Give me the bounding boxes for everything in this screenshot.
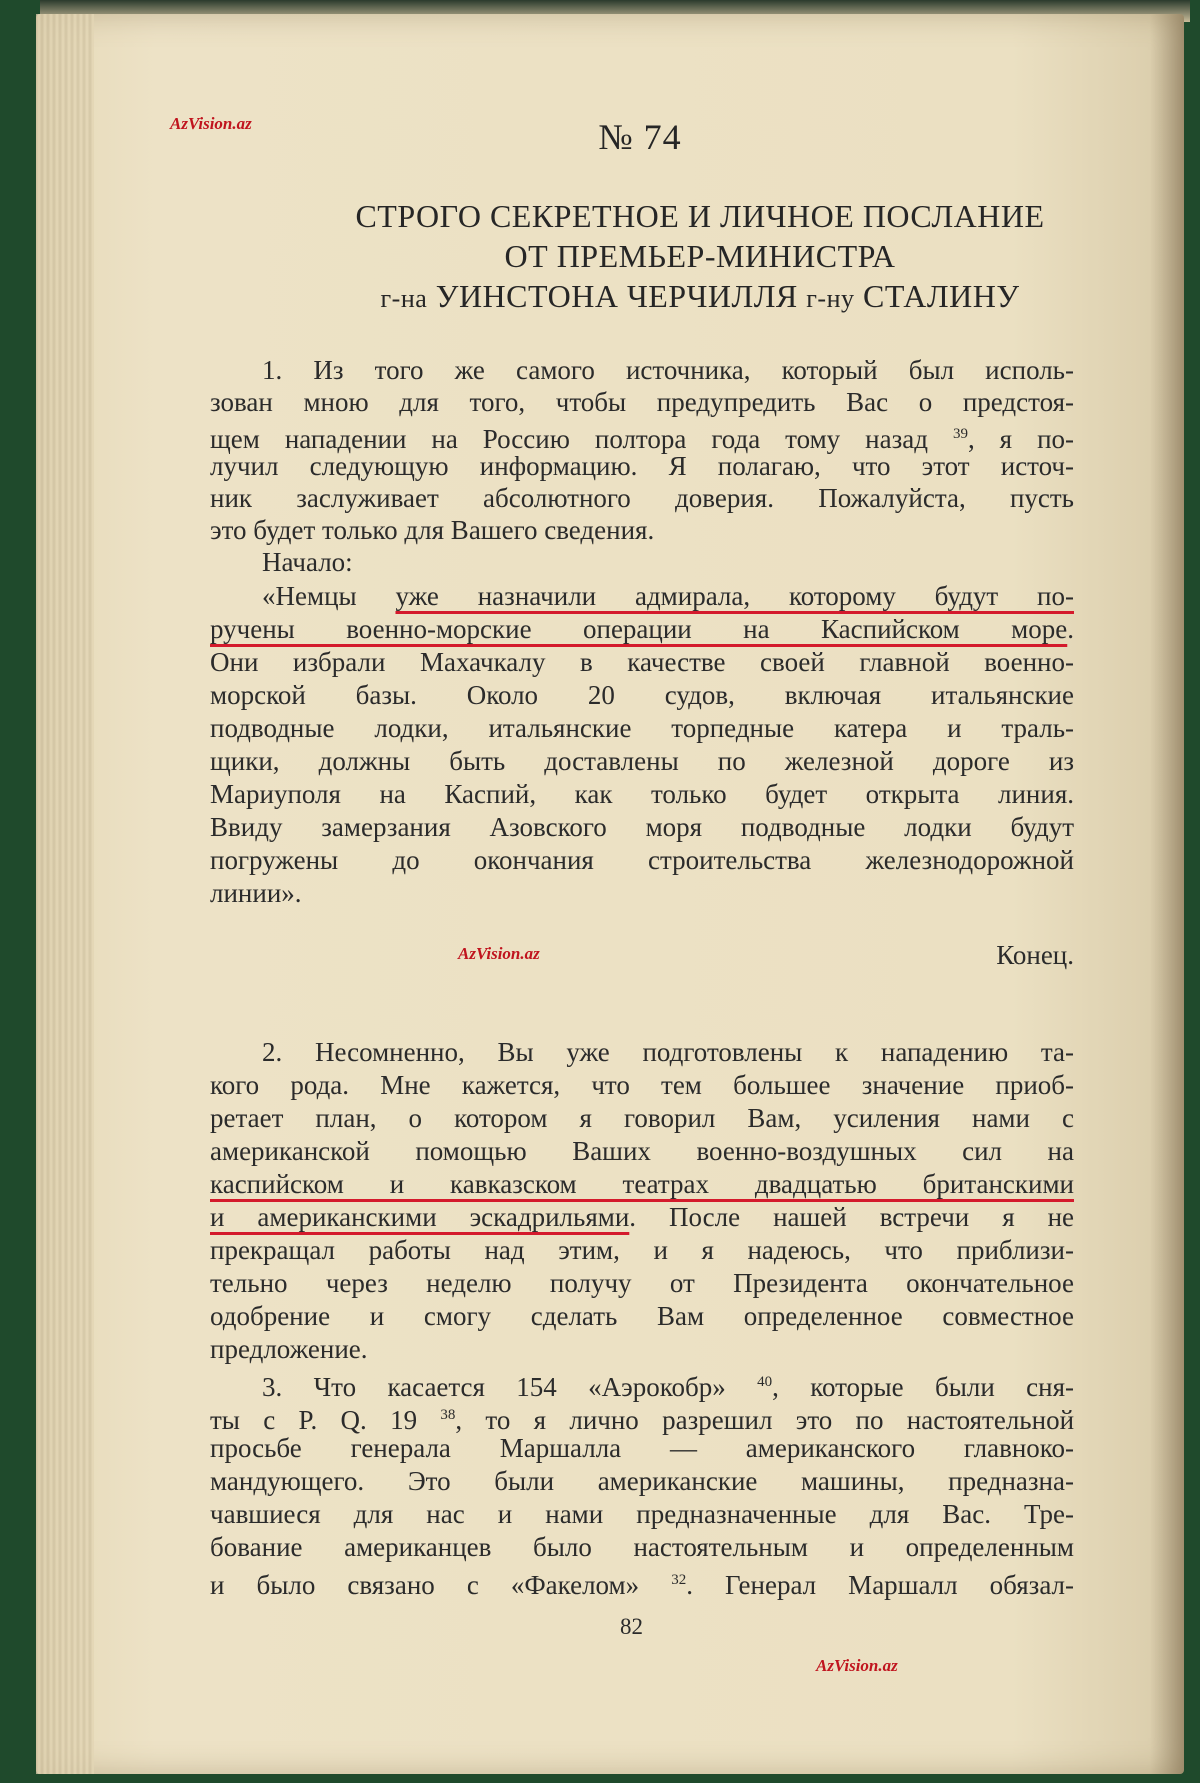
quote-line: морской базы. Около 20 судов, включая итальянские	[210, 680, 1074, 710]
footnote-ref: 39	[952, 426, 968, 442]
text-line: американской помощью Ваших военно-воздушных сил на	[210, 1136, 1074, 1166]
text-line: ник заслуживает абсолютного доверия. Пожалуйста, пусть	[210, 483, 1074, 513]
text-line	[210, 1168, 1074, 1200]
text-line: лучил следующую информацию. Я полагаю, что этот источ-	[210, 451, 1074, 481]
quote-line: линии».	[210, 878, 302, 908]
text-line: и американскими эскадрильями. После нашей встречи я не	[210, 1202, 1074, 1232]
text-line: зован мною для того, чтобы предупредить Вас о предстоя-	[210, 387, 1074, 417]
quote-line: ручены военно-морские операции на Каспийском море.	[210, 614, 1074, 644]
title-mid: г-ну	[806, 284, 855, 313]
title-line-1: СТРОГО СЕКРЕТНОЕ И ЛИЧНОЕ ПОСЛАНИЕ	[355, 198, 1045, 234]
text-line: прекращал работы над этим, и я надеюсь, что приблизи-	[210, 1235, 1074, 1265]
quote-line: Ввиду замерзания Азовского моря подводные лодки будут	[210, 812, 1074, 842]
watermark-top: AzVision.az	[170, 114, 252, 133]
underlined-text: и американскими эскадрильями	[210, 1202, 630, 1232]
page-number: 82	[620, 1614, 643, 1639]
text-line: чавшиеся для нас и нами предназначенные для Вас. Тре-	[210, 1499, 1074, 1529]
quote-line: Они избрали Махачкалу в качестве своей главной военно-	[210, 647, 1074, 677]
title-sender: УИНСТОНА ЧЕРЧИЛЛЯ	[435, 278, 798, 314]
underlined-text: ручены военно-морские операции на Каспийском море	[210, 614, 1068, 644]
document-number: № 74	[598, 117, 682, 157]
text-line: тельно через неделю получу от Президента окончательное	[210, 1268, 1074, 1298]
quote-line: погружены до окончания строительства железнодорожной	[210, 845, 1074, 875]
text-line: кого рода. Мне кажется, что тем большее значение приоб-	[210, 1070, 1074, 1100]
title-line-3	[160, 278, 1200, 315]
footnote-ref: 40	[757, 1374, 773, 1390]
text-line: просьбе генерала Маршалла — американского главноко-	[210, 1433, 1074, 1463]
underlined-text: уже назначили адмирала, которому будут по-	[395, 581, 1074, 611]
quote-line: подводные лодки, итальянские торпедные катера и траль-	[210, 713, 1074, 743]
quote-line: Мариуполя на Каспий, как только будет открыта линия.	[210, 779, 1074, 809]
title-recipient: СТАЛИНУ	[863, 278, 1020, 314]
watermark-middle: AzVision.az	[458, 944, 540, 963]
title-prefix: г-на	[380, 284, 428, 313]
quote-line: «Немцы уже назначили адмирала, которому будут по-	[262, 581, 1074, 611]
end-marker: Конец.	[996, 940, 1074, 970]
footnote-ref: 38	[440, 1407, 456, 1423]
title-line-2: ОТ ПРЕМЬЕР-МИНИСТРА	[504, 238, 896, 274]
page-stack-edge	[36, 14, 94, 1774]
text-line: 2. Несомненно, Вы уже подготовлены к нападению та-	[262, 1037, 1074, 1067]
text-line: ретает план, о котором я говорил Вам, усиления нами с	[210, 1103, 1074, 1133]
text-line: это будет только для Вашего сведения.	[210, 515, 655, 545]
text-line: Начало:	[262, 547, 353, 577]
text-line: мандующего. Это были американские машины, предназна-	[210, 1466, 1074, 1496]
text-line: бование американцев было настоятельным и определенным	[210, 1532, 1074, 1562]
text-line: 1. Из того же самого источника, который был исполь-	[262, 355, 1074, 385]
watermark-bottom: AzVision.az	[816, 1656, 898, 1675]
text-line: одобрение и смогу сделать Вам определенное совместное	[210, 1301, 1074, 1331]
footnote-ref: 32	[671, 1572, 687, 1588]
quote-line: щики, должны быть доставлены по железной дороге из	[210, 746, 1074, 776]
text-line: и было связано с «Факелом» $^{32}$. Генерал Маршалл обязал-	[210, 1570, 1075, 1600]
text-line: предложение.	[210, 1334, 368, 1364]
text-line: щем нападении на Россию полтора года тому назад $^{39}$, я по-	[210, 424, 1075, 454]
text-line: ты с P. Q. 19 $^{38}$, то я лично разрешил это по настоятельной	[210, 1405, 1075, 1435]
text-line: 3. Что касается 154 «Аэрокобр» $^{40}$, которые были сня-	[262, 1372, 1075, 1402]
underlined-text: каспийском и кавказском театрах двадцатью британскими	[210, 1169, 1074, 1199]
